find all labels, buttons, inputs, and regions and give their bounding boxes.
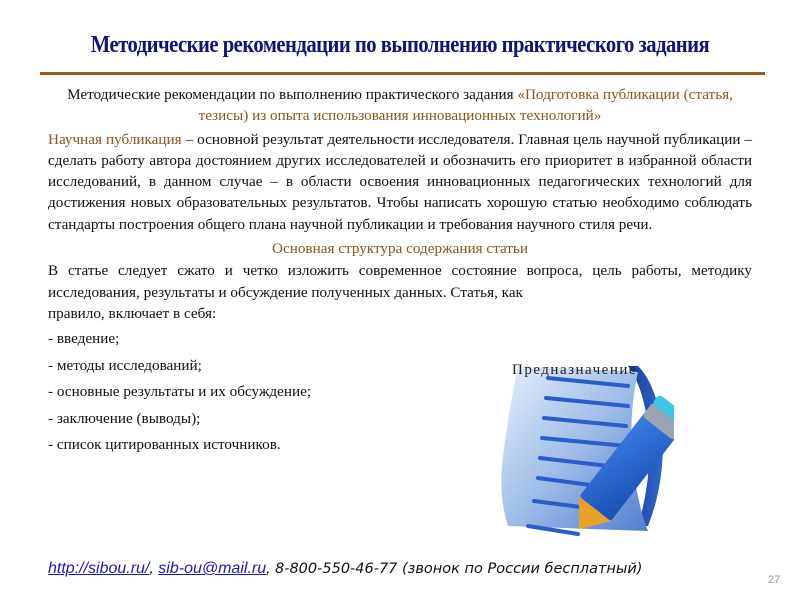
phone-text: 8-800-550-46-77 (звонок по России бесплатный): [275, 561, 643, 577]
structure-paragraph-tail: правило, включает в себя:: [48, 304, 217, 322]
title-divider: [40, 72, 765, 75]
section-heading: Основная структура содержания статьи: [272, 240, 528, 258]
illustration-caption: Предназначение: [512, 362, 638, 378]
structure-paragraph-main: В статье следует сжато и четко изложить современное состояние вопроса, цель работы, методику исследования, результаты и обсуждение полученных данных. Статья, как: [48, 262, 752, 301]
page-title: Методические рекомендации по выполнению практического задания: [90, 32, 710, 58]
email-link[interactable]: sib-ou@mail.ru: [158, 560, 267, 577]
intro-text: [48, 84, 752, 127]
separator: ,: [149, 560, 159, 577]
paragraph-scientific-publication: [48, 129, 752, 235]
term-scientific-publication: Научная публикация: [48, 130, 182, 148]
document-pen-graphic: [488, 356, 674, 542]
list-item: - основные результаты и их обсуждение;: [48, 383, 312, 401]
separator: ,: [266, 560, 275, 577]
page-number: 27: [768, 574, 781, 586]
intro-prefix: Методические рекомендации по выполнению практического задания: [67, 86, 518, 103]
list-item: - введение;: [48, 330, 120, 348]
paragraph1-text: – основной результат деятельности исследователя. Главная цель научной публикации – сделать работу автора достоянием других исследователей и обозначить его приоритет в избранной области исследований, в данном случае – в области освоения инновационных педагогических технологий для достижения новых образовательных результатов. Чтобы написать хорошую статью необходимо соблюдать стандарты построения общего плана научной публикации и требования научного стиля речи.: [48, 130, 752, 233]
list-item: - список цитированных источников.: [48, 436, 281, 454]
intro-highlight: «Подготовка публикации (статья, тезисы) из опыта использования инновационных технологий»: [198, 86, 733, 125]
document-with-pen-icon: [488, 356, 674, 542]
site-link[interactable]: http://sibou.ru/: [48, 560, 150, 577]
list-item: - заключение (выводы);: [48, 409, 201, 427]
structure-paragraph: [48, 260, 752, 324]
list-item: - методы исследований;: [48, 356, 202, 374]
contact-footer: [48, 560, 642, 578]
